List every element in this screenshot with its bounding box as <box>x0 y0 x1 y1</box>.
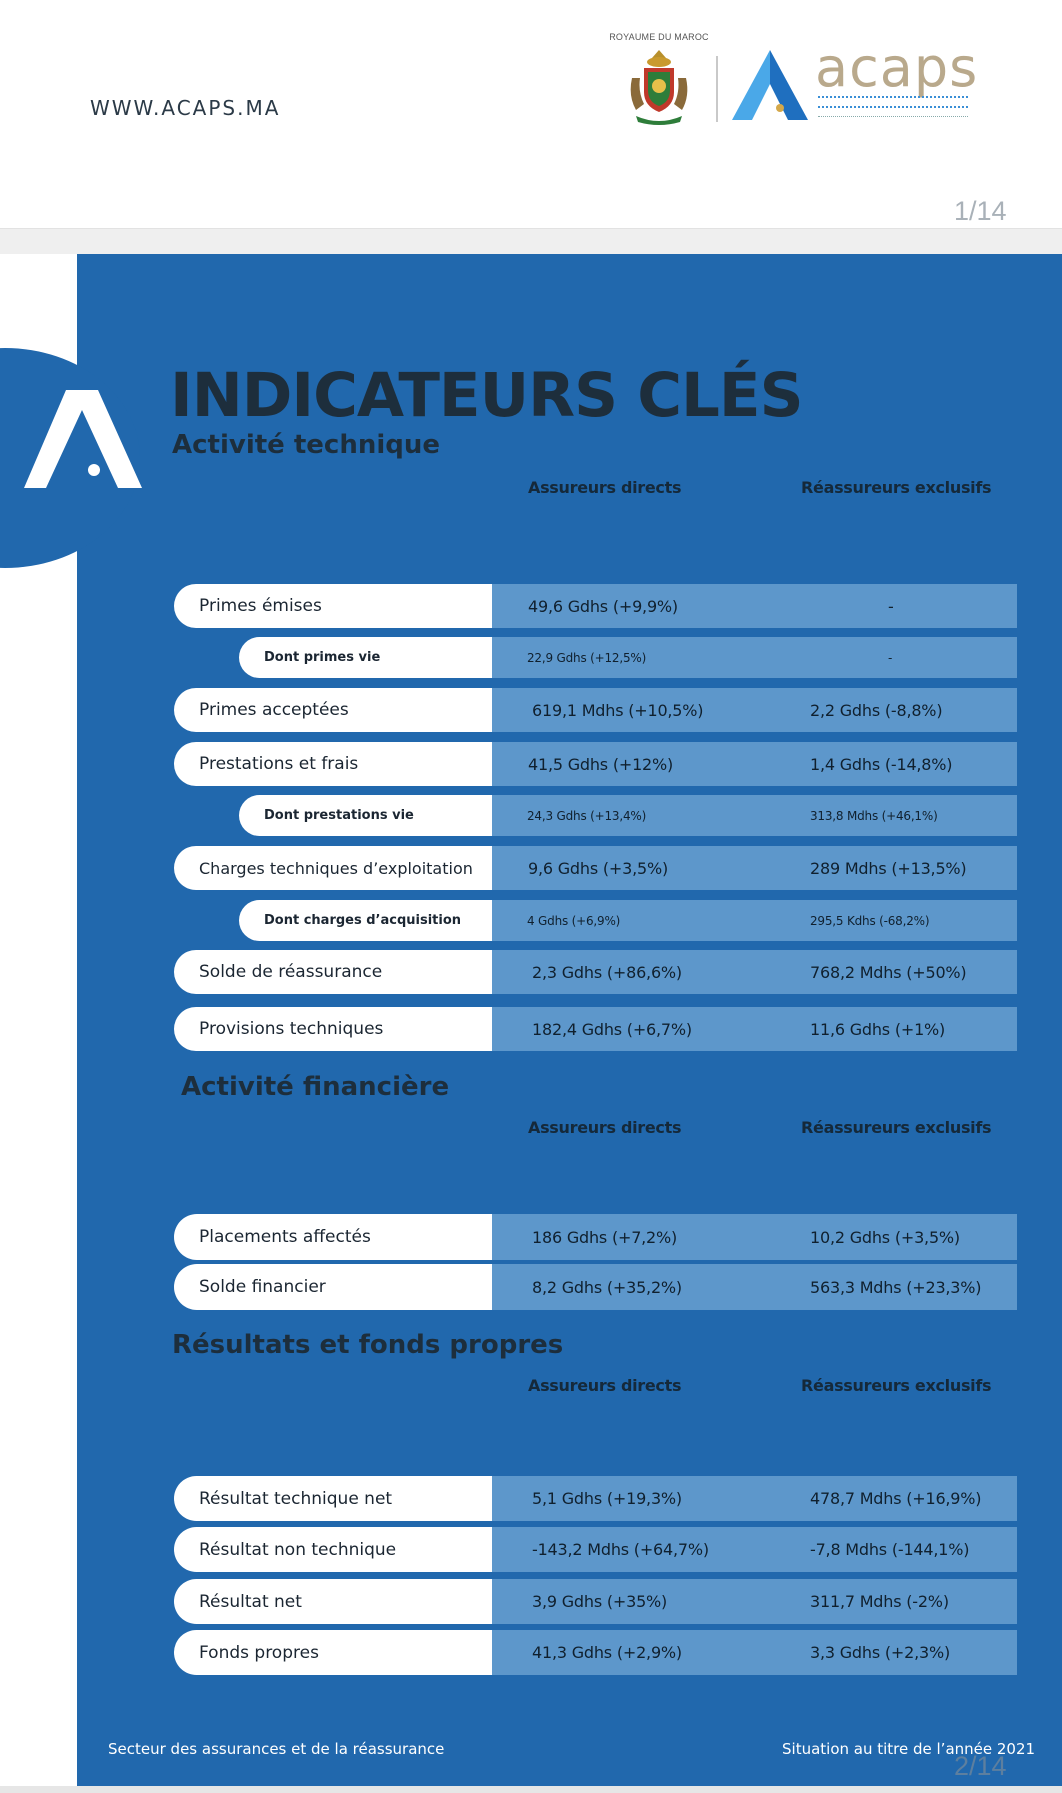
table-row <box>174 1476 1017 1521</box>
row-label: Placements affectés <box>174 1214 492 1260</box>
value-reinsurers: 295,5 Kdhs (-68,2%) <box>810 913 930 928</box>
value-reinsurers: 311,7 Mdhs (-2%) <box>810 1592 949 1611</box>
value-direct: 4 Gdhs (+6,9%) <box>527 913 621 928</box>
table-row <box>174 584 1017 628</box>
row-label: Prestations et frais <box>174 742 492 786</box>
value-direct: 186 Gdhs (+7,2%) <box>532 1227 678 1247</box>
value-reinsurers: 478,7 Mdhs (+16,9%) <box>810 1489 982 1508</box>
value-reinsurers: -7,8 Mdhs (-144,1%) <box>810 1540 970 1559</box>
col-head-direct: Assureurs directs <box>528 478 682 497</box>
page-separator <box>0 228 1062 254</box>
acaps-a-icon <box>730 48 810 122</box>
value-reinsurers: 11,6 Gdhs (+1%) <box>810 1019 946 1039</box>
page-title: INDICATEURS CLÉS <box>170 360 803 431</box>
value-direct: 41,3 Gdhs (+2,9%) <box>532 1643 682 1662</box>
table-row <box>174 1214 1017 1260</box>
value-reinsurers: 768,2 Mdhs (+50%) <box>810 962 967 982</box>
value-reinsurers: 1,4 Gdhs (-14,8%) <box>810 754 953 774</box>
value-direct: 49,6 Gdhs (+9,9%) <box>528 596 678 616</box>
table-row <box>174 688 1017 732</box>
value-reinsurers: 10,2 Gdhs (+3,5%) <box>810 1227 960 1247</box>
value-reinsurers: 3,3 Gdhs (+2,3%) <box>810 1643 950 1662</box>
value-reinsurers: 2,2 Gdhs (-8,8%) <box>810 700 943 720</box>
value-reinsurers: 563,3 Mdhs (+23,3%) <box>810 1277 982 1297</box>
value-reinsurers: - <box>888 650 893 665</box>
row-label: Dont charges d’acquisition <box>239 900 492 941</box>
value-direct: 8,2 Gdhs (+35,2%) <box>532 1277 682 1297</box>
value-direct: 2,3 Gdhs (+86,6%) <box>532 962 682 982</box>
brand-subtitle-tifinagh <box>818 106 968 110</box>
row-label: Fonds propres <box>174 1630 492 1675</box>
row-label: Résultat technique net <box>174 1476 492 1521</box>
row-label: Primes émises <box>174 584 492 628</box>
table-row <box>174 950 1017 994</box>
footer-left: Secteur des assurances et de la réassurance <box>108 1740 445 1758</box>
brand-subtitle-arabic <box>818 96 968 100</box>
table-row <box>174 1630 1017 1675</box>
acaps-a-logo-icon <box>24 390 142 490</box>
col-head-direct: Assureurs directs <box>528 1376 682 1395</box>
footer-right: Situation au titre de l’année 2021 <box>782 1740 1036 1758</box>
row-label: Primes acceptées <box>174 688 492 732</box>
row-label: Charges techniques d’exploitation <box>174 846 492 890</box>
table-row <box>174 795 1017 836</box>
col-head-reinsurers: Réassureurs exclusifs <box>801 1118 992 1137</box>
section-title-technique: Activité technique <box>172 430 441 460</box>
col-head-direct: Assureurs directs <box>528 1118 682 1137</box>
table-row <box>174 846 1017 890</box>
value-reinsurers: - <box>888 596 894 616</box>
section-title-financiere: Activité financière <box>181 1072 450 1102</box>
logo-divider <box>716 56 718 122</box>
site-url[interactable]: WWW.ACAPS.MA <box>90 96 281 120</box>
row-label: Solde financier <box>174 1264 492 1310</box>
table-row <box>174 742 1017 786</box>
value-direct: 182,4 Gdhs (+6,7%) <box>532 1019 692 1039</box>
row-label: Provisions techniques <box>174 1007 492 1051</box>
col-head-reinsurers: Réassureurs exclusifs <box>801 1376 992 1395</box>
page-1-header <box>0 0 1062 228</box>
table-row <box>174 1579 1017 1624</box>
table-row <box>174 900 1017 941</box>
crest-caption: ROYAUME DU MAROC <box>609 32 709 42</box>
value-direct: 22,9 Gdhs (+12,5%) <box>527 650 647 665</box>
table-row <box>174 637 1017 678</box>
table-row <box>174 1527 1017 1572</box>
value-direct: -143,2 Mdhs (+64,7%) <box>532 1540 709 1559</box>
page-indicator: 1/14 <box>954 196 1007 226</box>
section-title-resultats: Résultats et fonds propres <box>172 1330 564 1360</box>
value-reinsurers: 313,8 Mdhs (+46,1%) <box>810 808 938 823</box>
row-label: Dont prestations vie <box>239 795 492 836</box>
page-2 <box>0 254 1062 1793</box>
value-direct: 24,3 Gdhs (+13,4%) <box>527 808 647 823</box>
value-direct: 5,1 Gdhs (+19,3%) <box>532 1489 682 1508</box>
value-direct: 9,6 Gdhs (+3,5%) <box>528 858 668 878</box>
row-label: Résultat net <box>174 1579 492 1624</box>
page-indicator: 2/14 <box>954 1751 1007 1781</box>
row-label: Dont primes vie <box>239 637 492 678</box>
row-label: Résultat non technique <box>174 1527 492 1572</box>
col-head-reinsurers: Réassureurs exclusifs <box>801 478 992 497</box>
value-direct: 3,9 Gdhs (+35%) <box>532 1592 668 1611</box>
brand-name: acaps <box>815 36 979 99</box>
row-label: Solde de réassurance <box>174 950 492 994</box>
value-reinsurers: 289 Mdhs (+13,5%) <box>810 858 967 878</box>
value-direct: 41,5 Gdhs (+12%) <box>528 754 674 774</box>
page-bottom-strip <box>0 1786 1062 1793</box>
crest-icon <box>622 48 696 126</box>
table-row <box>174 1007 1017 1051</box>
table-row <box>174 1264 1017 1310</box>
value-direct: 619,1 Mdhs (+10,5%) <box>532 700 704 720</box>
royal-crest <box>604 32 714 124</box>
brand-subtitle-french <box>818 116 968 119</box>
